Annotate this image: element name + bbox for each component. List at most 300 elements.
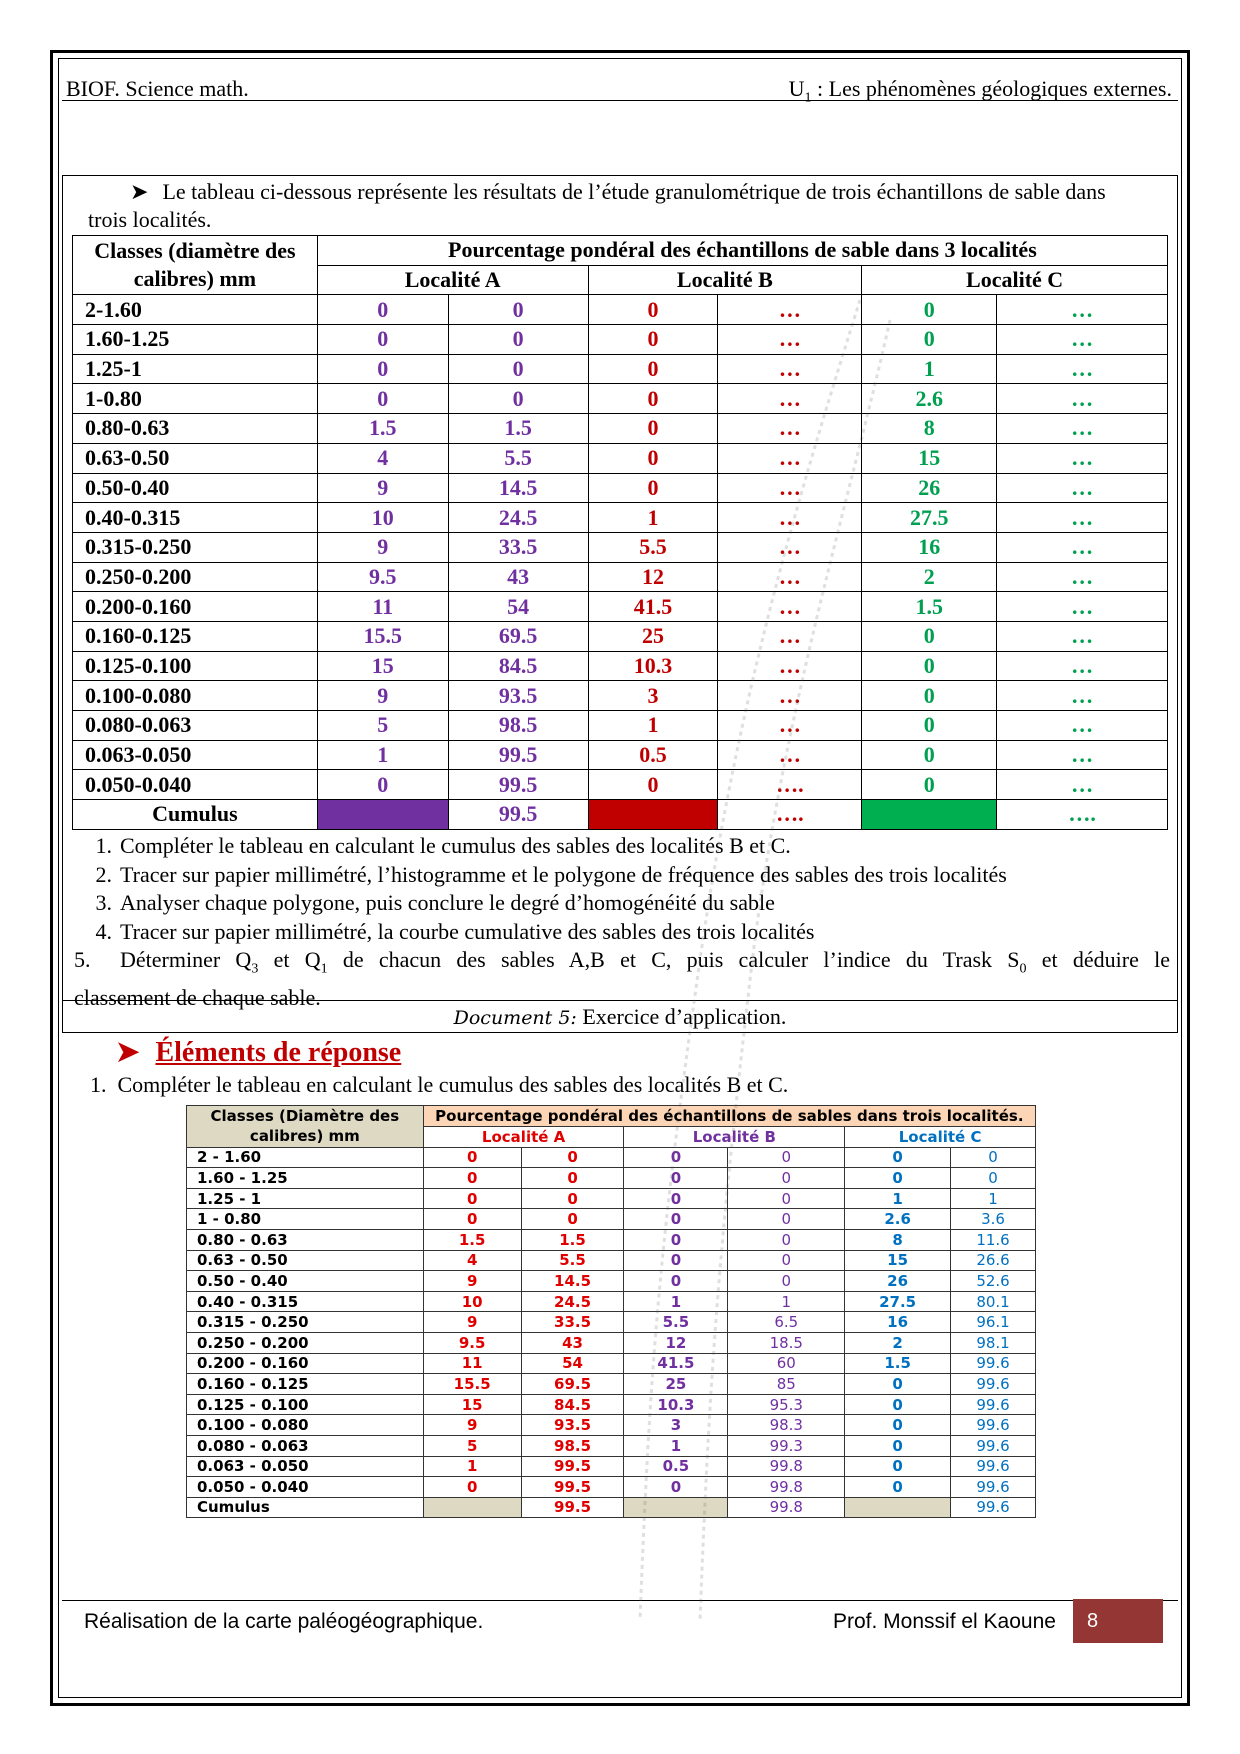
answer-cumul-c: 0	[951, 1168, 1036, 1189]
class-cell: 0.63-0.50	[73, 443, 318, 473]
cumul-a: 93.5	[448, 681, 588, 711]
cumul-c: …	[997, 681, 1168, 711]
arrow-bullet-icon: ➤	[116, 1037, 140, 1068]
answer-value-a: 0	[423, 1168, 521, 1189]
cumul-b: …	[718, 325, 862, 355]
answer-cumulus-blank	[845, 1497, 951, 1518]
class-cell: 0.200-0.160	[73, 592, 318, 622]
cumul-a: 69.5	[448, 621, 588, 651]
answer-value-a: 4	[423, 1250, 521, 1271]
cumul-c: …	[997, 651, 1168, 681]
answer-value-c: 0	[845, 1435, 951, 1456]
table-row	[73, 325, 1168, 355]
red-swatch	[588, 800, 718, 830]
answer-table-row	[187, 1271, 1036, 1292]
answer-value-a: 0	[423, 1188, 521, 1209]
purple-swatch	[317, 800, 448, 830]
footer-right: Prof. Monssif el Kaoune	[833, 1610, 1056, 1633]
answer-class-cell: 0.050 - 0.040	[187, 1477, 424, 1498]
value-a: 0	[317, 770, 448, 800]
cumul-c: …	[997, 711, 1168, 741]
answer-value-b: 1	[624, 1291, 728, 1312]
cumulus-row	[73, 800, 1168, 830]
answer-class-cell: 1 - 0.80	[187, 1209, 424, 1230]
answer-cumul-c: 99.6	[951, 1477, 1036, 1498]
cumul-a: 0	[448, 295, 588, 325]
answer-value-c: 26	[845, 1271, 951, 1292]
answer-cumul-a: 99.5	[521, 1477, 624, 1498]
cumul-b: …	[718, 651, 862, 681]
cumul-a: 14.5	[448, 473, 588, 503]
answer-class-cell: 0.063 - 0.050	[187, 1456, 424, 1477]
cumul-b: …	[718, 592, 862, 622]
answer-value-c: 0	[845, 1374, 951, 1395]
answer-value-b: 10.3	[624, 1394, 728, 1415]
answer-cumul-c: 98.1	[951, 1332, 1036, 1353]
value-a: 0	[317, 325, 448, 355]
answer-cumul-a: 0	[521, 1209, 624, 1230]
value-c: 0	[862, 740, 997, 770]
value-c: 0	[862, 770, 997, 800]
class-cell: 1-0.80	[73, 384, 318, 414]
answer-header-localite-b: Localité B	[624, 1127, 845, 1148]
value-b: 0	[588, 325, 718, 355]
answer-value-c: 0	[845, 1168, 951, 1189]
header-unit-index: 1	[804, 90, 812, 106]
answer-cumul-c: 0	[951, 1147, 1036, 1168]
answer-class-cell: 0.63 - 0.50	[187, 1250, 424, 1271]
cumul-c: …	[997, 443, 1168, 473]
class-cell: 0.80-0.63	[73, 414, 318, 444]
exercise-table	[72, 235, 1168, 830]
class-cell: 1.25-1	[73, 354, 318, 384]
cumul-a: 43	[448, 562, 588, 592]
answer-value-a: 11	[423, 1353, 521, 1374]
class-cell: 0.160-0.125	[73, 621, 318, 651]
class-cell: 2-1.60	[73, 295, 318, 325]
value-b: 0	[588, 770, 718, 800]
answer-table-row	[187, 1147, 1036, 1168]
answer-class-cell: 0.200 - 0.160	[187, 1353, 424, 1374]
cumul-b: …	[718, 532, 862, 562]
answer-cumul-a: 54	[521, 1353, 624, 1374]
answer-cumul-a: 99.5	[521, 1456, 624, 1477]
answer-cumul-c: 11.6	[951, 1229, 1036, 1250]
page-number: 8	[1073, 1599, 1163, 1643]
arrow-bullet-icon: ➤	[130, 179, 149, 204]
value-c: 0	[862, 681, 997, 711]
answer-value-a: 15	[423, 1394, 521, 1415]
answer-cumul-b: 6.5	[728, 1312, 845, 1333]
question-4: 4. Tracer sur papier millimétré, la courbe cumulative des sables des trois localités	[95, 918, 815, 944]
cumul-a: 0	[448, 384, 588, 414]
footer-left: Réalisation de la carte paléogéographique.	[84, 1610, 484, 1633]
answer-cumul-b: 1	[728, 1291, 845, 1312]
answer-cumul-b: 0	[728, 1168, 845, 1189]
answer-value-a: 5	[423, 1435, 521, 1456]
answer-value-a: 9.5	[423, 1332, 521, 1353]
value-b: 0	[588, 295, 718, 325]
answer-cumul-a: 14.5	[521, 1271, 624, 1292]
value-c: 16	[862, 532, 997, 562]
cumul-a: 98.5	[448, 711, 588, 741]
cumul-c: …	[997, 354, 1168, 384]
answer-value-a: 0	[423, 1209, 521, 1230]
answer-cumul-c: 96.1	[951, 1312, 1036, 1333]
answer-table-row	[187, 1353, 1036, 1374]
exercise-intro	[88, 178, 1128, 234]
value-b: 0	[588, 414, 718, 444]
answer-cumul-b: 18.5	[728, 1332, 845, 1353]
cumul-c: …	[997, 562, 1168, 592]
value-c: 0	[862, 325, 997, 355]
class-cell: 0.080-0.063	[73, 711, 318, 741]
answer-cumul-a: 43	[521, 1332, 624, 1353]
answer-table-row	[187, 1394, 1036, 1415]
answer-value-a: 0	[423, 1147, 521, 1168]
answer-cumulus-b: 99.8	[728, 1497, 845, 1518]
answer-value-c: 0	[845, 1477, 951, 1498]
answer-value-b: 0	[624, 1168, 728, 1189]
class-header: Classes (diamètre des calibres) mm	[73, 236, 318, 295]
cumul-a: 0	[448, 325, 588, 355]
answer-cumul-c: 99.6	[951, 1353, 1036, 1374]
answer-cumul-b: 85	[728, 1374, 845, 1395]
answer-cumul-c: 99.6	[951, 1456, 1036, 1477]
cumul-a: 99.5	[448, 740, 588, 770]
answer-value-b: 0	[624, 1477, 728, 1498]
answer-value-c: 8	[845, 1229, 951, 1250]
answer-class-cell: 1.25 - 1	[187, 1188, 424, 1209]
answer-cumul-b: 99.8	[728, 1477, 845, 1498]
answer-value-b: 41.5	[624, 1353, 728, 1374]
cumul-b: …	[718, 414, 862, 444]
answer-class-cell: 0.125 - 0.100	[187, 1394, 424, 1415]
cumul-a: 84.5	[448, 651, 588, 681]
answer-table-row	[187, 1374, 1036, 1395]
value-a: 1.5	[317, 414, 448, 444]
question-5: 5. Déterminer $Q_3$ et $Q_1$ de chacun des sables A,B et C, puis calculer l’indice du Trask $S_0$ et déduire le	[74, 947, 1170, 977]
answer-cumul-b: 98.3	[728, 1415, 845, 1436]
answer-value-c: 27.5	[845, 1291, 951, 1312]
cumul-c: …	[997, 503, 1168, 533]
header-localite-b: Localité B	[588, 265, 862, 295]
question-2: 2. Tracer sur papier millimétré, l’histogramme et le polygone de fréquence des sables des trois localités	[95, 861, 1007, 887]
value-c: 2.6	[862, 384, 997, 414]
cumul-c: …	[997, 770, 1168, 800]
answer-cumul-c: 80.1	[951, 1291, 1036, 1312]
answer-cumul-a: 0	[521, 1147, 624, 1168]
question-5-cont: classement de chaque sable.	[74, 984, 321, 1010]
table-row	[73, 711, 1168, 741]
cumul-b: …	[718, 562, 862, 592]
answer-cumul-b: 0	[728, 1209, 845, 1230]
table-row	[73, 681, 1168, 711]
cumul-c: …	[997, 384, 1168, 414]
answer-cumul-b: 0	[728, 1147, 845, 1168]
value-b: 41.5	[588, 592, 718, 622]
answer-cumul-c: 99.6	[951, 1374, 1036, 1395]
value-a: 15	[317, 651, 448, 681]
answer-cumul-a: 98.5	[521, 1435, 624, 1456]
value-a: 9	[317, 681, 448, 711]
cumul-a: 1.5	[448, 414, 588, 444]
answer-table	[186, 1105, 1036, 1518]
answer-cumul-c: 26.6	[951, 1250, 1036, 1271]
footer-divider	[62, 1600, 1178, 1601]
table-row	[73, 740, 1168, 770]
class-cell: 0.100-0.080	[73, 681, 318, 711]
table-row	[73, 354, 1168, 384]
answer-value-b: 0.5	[624, 1456, 728, 1477]
cumul-b: …	[718, 740, 862, 770]
answer-value-b: 12	[624, 1332, 728, 1353]
answer-value-c: 16	[845, 1312, 951, 1333]
cumulus-c: ….	[997, 800, 1168, 830]
answer-value-c: 2.6	[845, 1209, 951, 1230]
value-b: 25	[588, 621, 718, 651]
answer-cumul-b: 60	[728, 1353, 845, 1374]
answer-value-c: 0	[845, 1415, 951, 1436]
value-b: 3	[588, 681, 718, 711]
answer-class-cell: 0.080 - 0.063	[187, 1435, 424, 1456]
answer-value-a: 9	[423, 1271, 521, 1292]
cumul-b: …	[718, 503, 862, 533]
value-c: 0	[862, 651, 997, 681]
value-a: 9	[317, 532, 448, 562]
answer-cumul-a: 0	[521, 1168, 624, 1189]
header-left: BIOF. Science math.	[66, 76, 249, 101]
class-cell: 0.40-0.315	[73, 503, 318, 533]
answers-title: ➤ Éléments de réponse	[116, 1037, 402, 1068]
answer-value-b: 0	[624, 1229, 728, 1250]
table-row	[73, 532, 1168, 562]
answer-value-b: 3	[624, 1415, 728, 1436]
class-cell: 0.50-0.40	[73, 473, 318, 503]
answer-cumul-b: 0	[728, 1188, 845, 1209]
answer-cumul-c: 99.6	[951, 1394, 1036, 1415]
value-c: 0	[862, 295, 997, 325]
answer-cumulus-label: Cumulus	[187, 1497, 424, 1518]
answer-cumul-a: 1.5	[521, 1229, 624, 1250]
answer-value-a: 1.5	[423, 1229, 521, 1250]
answer-value-a: 1	[423, 1456, 521, 1477]
cumul-b: …	[718, 354, 862, 384]
document-divider	[62, 1000, 1178, 1001]
value-b: 10.3	[588, 651, 718, 681]
cumul-b: …	[718, 681, 862, 711]
value-b: 5.5	[588, 532, 718, 562]
answer-cumul-a: 69.5	[521, 1374, 624, 1395]
answer-class-cell: 0.160 - 0.125	[187, 1374, 424, 1395]
answer-cumul-c: 1	[951, 1188, 1036, 1209]
answer-table-row	[187, 1312, 1036, 1333]
cumul-c: …	[997, 532, 1168, 562]
value-a: 11	[317, 592, 448, 622]
value-b: 1	[588, 711, 718, 741]
answer-value-c: 0	[845, 1147, 951, 1168]
answer-value-a: 9	[423, 1415, 521, 1436]
header-divider	[62, 100, 1178, 101]
answer-cumul-b: 99.8	[728, 1456, 845, 1477]
answer-value-c: 1.5	[845, 1353, 951, 1374]
answer-value-c: 15	[845, 1250, 951, 1271]
cumul-c: …	[997, 740, 1168, 770]
cumul-b: …	[718, 384, 862, 414]
answer-class-cell: 2 - 1.60	[187, 1147, 424, 1168]
answer-cumul-a: 5.5	[521, 1250, 624, 1271]
value-b: 0	[588, 354, 718, 384]
value-c: 2	[862, 562, 997, 592]
value-a: 10	[317, 503, 448, 533]
answer-cumul-b: 0	[728, 1271, 845, 1292]
answer-cumul-b: 0	[728, 1250, 845, 1271]
answer-class-header: Classes (Diamètre des calibres) mm	[187, 1106, 424, 1148]
cumul-c: …	[997, 592, 1168, 622]
answer-cumul-c: 99.6	[951, 1415, 1036, 1436]
answer-cumul-b: 0	[728, 1229, 845, 1250]
cumul-b: …	[718, 711, 862, 741]
document-label: Document 5:	[453, 1007, 577, 1029]
answer-value-a: 10	[423, 1291, 521, 1312]
answer-value-b: 0	[624, 1250, 728, 1271]
table-row	[73, 384, 1168, 414]
table-row	[73, 295, 1168, 325]
answer-table-row	[187, 1415, 1036, 1436]
answer-header-localite-c: Localité C	[845, 1127, 1036, 1148]
answer-value-c: 0	[845, 1394, 951, 1415]
cumul-c: …	[997, 325, 1168, 355]
value-b: 0	[588, 384, 718, 414]
value-a: 1	[317, 740, 448, 770]
cumul-b: …	[718, 295, 862, 325]
answer-cumulus-a: 99.5	[521, 1497, 624, 1518]
answer-value-b: 0	[624, 1147, 728, 1168]
answer-class-cell: 0.100 - 0.080	[187, 1415, 424, 1436]
answer-cumul-a: 33.5	[521, 1312, 624, 1333]
cumulus-a: 99.5	[448, 800, 588, 830]
answer-value-b: 0	[624, 1209, 728, 1230]
cumul-c: …	[997, 621, 1168, 651]
answer-cumul-c: 3.6	[951, 1209, 1036, 1230]
value-c: 0	[862, 711, 997, 741]
class-cell: 0.050-0.040	[73, 770, 318, 800]
value-c: 26	[862, 473, 997, 503]
question-3: 3. Analyser chaque polygone, puis conclure le degré d’homogénéité du sable	[95, 890, 775, 915]
answer-cumul-a: 84.5	[521, 1394, 624, 1415]
table-row	[73, 473, 1168, 503]
cumul-b: …	[718, 473, 862, 503]
answer-value-c: 0	[845, 1456, 951, 1477]
answer-class-cell: 0.250 - 0.200	[187, 1332, 424, 1353]
answer-main-header: Pourcentage pondéral des échantillons de sables dans trois localités.	[423, 1106, 1035, 1127]
cumul-a: 0	[448, 354, 588, 384]
answer-cumul-b: 95.3	[728, 1394, 845, 1415]
answer-table-row	[187, 1477, 1036, 1498]
value-a: 5	[317, 711, 448, 741]
questions-list	[74, 832, 1170, 1012]
answer-class-cell: 1.60 - 1.25	[187, 1168, 424, 1189]
cumul-a: 24.5	[448, 503, 588, 533]
header-localite-a: Localité A	[317, 265, 588, 295]
answer-table-row	[187, 1250, 1036, 1271]
cumulus-label: Cumulus	[73, 800, 318, 830]
value-c: 15	[862, 443, 997, 473]
answer-header-localite-a: Localité A	[423, 1127, 624, 1148]
table-row	[73, 414, 1168, 444]
answer-table-row	[187, 1229, 1036, 1250]
table-row	[73, 562, 1168, 592]
answer-cumulus-blank	[423, 1497, 521, 1518]
document-caption: Document 5: Exercice d’application.	[453, 1004, 787, 1029]
cumul-a: 99.5	[448, 770, 588, 800]
value-a: 4	[317, 443, 448, 473]
value-a: 0	[317, 295, 448, 325]
answer-value-b: 0	[624, 1271, 728, 1292]
main-header: Pourcentage pondéral des échantillons de sable dans 3 localités	[317, 236, 1167, 266]
answer-value-a: 9	[423, 1312, 521, 1333]
answer-value-c: 2	[845, 1332, 951, 1353]
header-title: : Les phénomènes géologiques externes.	[811, 76, 1172, 101]
value-c: 8	[862, 414, 997, 444]
table-row	[73, 770, 1168, 800]
cumulus-b: ….	[718, 800, 862, 830]
value-b: 12	[588, 562, 718, 592]
cumul-b: ….	[718, 770, 862, 800]
answer-class-cell: 0.315 - 0.250	[187, 1312, 424, 1333]
answer-cumul-a: 93.5	[521, 1415, 624, 1436]
value-c: 1.5	[862, 592, 997, 622]
cumul-c: …	[997, 473, 1168, 503]
answer-value-b: 0	[624, 1188, 728, 1209]
answer-cumul-b: 99.3	[728, 1435, 845, 1456]
value-b: 0	[588, 443, 718, 473]
answer-value-a: 15.5	[423, 1374, 521, 1395]
answer-cumul-c: 99.6	[951, 1435, 1036, 1456]
answer-class-cell: 0.80 - 0.63	[187, 1229, 424, 1250]
cumul-b: …	[718, 621, 862, 651]
class-cell: 0.315-0.250	[73, 532, 318, 562]
answer-table-row	[187, 1168, 1036, 1189]
answer-value-b: 25	[624, 1374, 728, 1395]
cumul-b: …	[718, 443, 862, 473]
value-a: 0	[317, 354, 448, 384]
answer-value-b: 5.5	[624, 1312, 728, 1333]
answer-table-row	[187, 1291, 1036, 1312]
value-c: 27.5	[862, 503, 997, 533]
header-right	[789, 76, 1172, 106]
question-1: 1. Compléter le tableau en calculant le cumulus des sables des localités B et C.	[95, 833, 791, 858]
answer-table-row	[187, 1332, 1036, 1353]
class-cell: 0.125-0.100	[73, 651, 318, 681]
intro-text: Le tableau ci-dessous représente les résultats de l’étude granulométrique de trois échantillons de sable dans trois localités.	[88, 179, 1106, 232]
class-cell: 1.60-1.25	[73, 325, 318, 355]
table-row	[73, 651, 1168, 681]
table-row	[73, 621, 1168, 651]
answer-table-row	[187, 1188, 1036, 1209]
value-c: 1	[862, 354, 997, 384]
value-a: 0	[317, 384, 448, 414]
answer-cumul-c: 52.6	[951, 1271, 1036, 1292]
answer-class-cell: 0.40 - 0.315	[187, 1291, 424, 1312]
table-row	[73, 592, 1168, 622]
value-c: 0	[862, 621, 997, 651]
class-cell: 0.063-0.050	[73, 740, 318, 770]
header-unit: U	[788, 76, 805, 101]
answer-value-a: 0	[423, 1477, 521, 1498]
value-b: 0	[588, 473, 718, 503]
value-a: 9.5	[317, 562, 448, 592]
